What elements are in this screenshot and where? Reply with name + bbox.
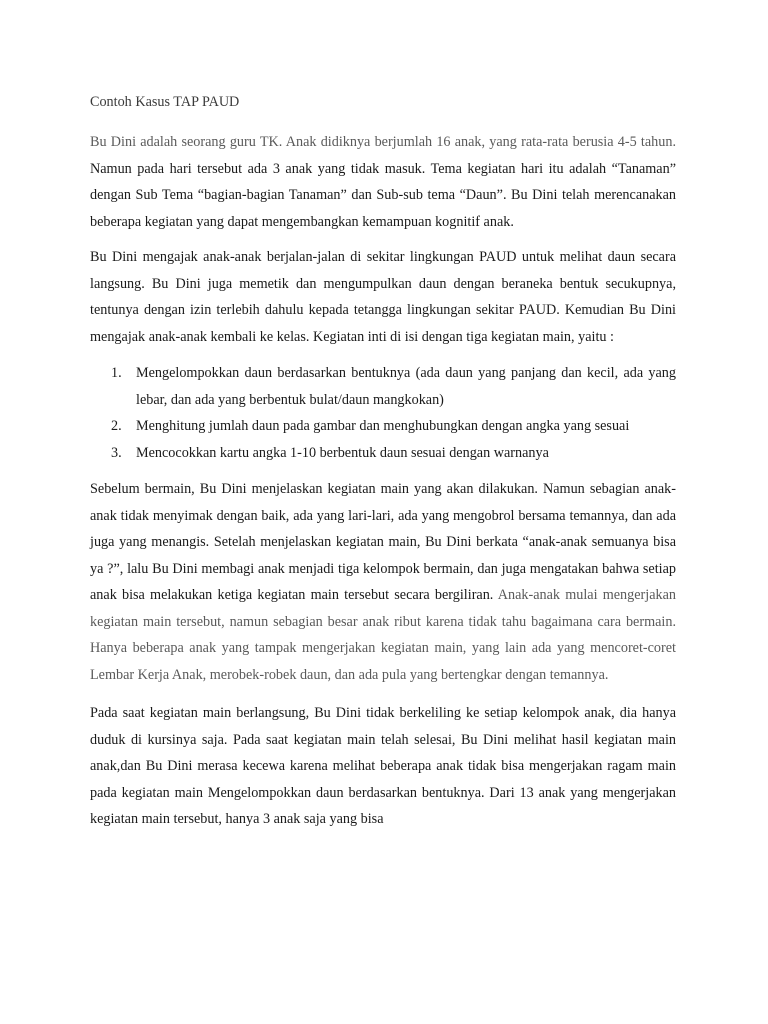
paragraph-play-grey-text: Anak-anak mulai mengerjakan kegiatan main tersebut, namun sebagian besar anak ribut karena tidak tahu bagaimana cara bermain. Hanya beberapa anak yang tampak mengerjakan kegiatan main, yang lain ada yang mencoret-coret Lembar Kerja Anak, merobek-robek daun, dan ada pula yang bertengkar dengan temannya. bbox=[90, 587, 676, 683]
paragraph-play-text: Sebelum bermain, Bu Dini menjelaskan kegiatan main yang akan dilakukan. Namun sebagian anak-anak tidak menyimak dengan baik, ada yang lari-lari, ada yang mengobrol bersama temannya, dan ada juga yang menangis. Setelah menjelaskan kegiatan main, Bu Dini berkata “anak-anak semuanya bisa ya ?”, lalu Bu Dini membagi anak menjadi tiga kelompok bermain, dan juga mengatakan bahwa setiap anak bisa melakukan ketiga kegiatan main tersebut secara bergiliran. bbox=[90, 481, 676, 603]
paragraph-evaluation: Pada saat kegiatan main berlangsung, Bu Dini tidak berkeliling ke setiap kelompok anak, dia hanya duduk di kursinya saja. Pada saat kegiatan main telah selesai, Bu Dini melihat hasil kegiatan main anak,dan Bu Dini merasa kecewa karena melihat beberapa anak tidak bisa mengerjakan ragam main pada kegiatan main Mengelompokkan daun berdasarkan bentuknya. Dari 13 anak yang mengerjakan kegiatan main tersebut, hanya 3 anak saja yang bisa bbox=[90, 705, 676, 827]
paragraph-intro bbox=[90, 129, 676, 235]
paragraph-intro-grey-text: Bu Dini adalah seorang guru TK. Anak didiknya berjumlah 16 anak, yang rata-rata berusia 4-5 tahun. bbox=[90, 134, 676, 150]
list-item bbox=[90, 360, 676, 413]
list-item-number: 3. bbox=[111, 444, 122, 461]
list-item-number: 1. bbox=[111, 365, 122, 381]
list-item-number: 2. bbox=[111, 418, 122, 434]
paragraph-intro-text: Namun pada hari tersebut ada 3 anak yang tidak masuk. Tema kegiatan hari itu adalah “Tanaman” dengan Sub Tema “bagian-bagian Tanaman” dan Sub-sub tema “Daun”. Bu Dini telah merencanakan beberapa kegiatan yang dapat mengembangkan kemampuan kognitif anak. bbox=[90, 160, 676, 230]
list-item-text: Menghitung jumlah daun pada gambar dan menghubungkan dengan angka yang sesuai bbox=[136, 418, 630, 434]
activity-list bbox=[90, 360, 676, 466]
paragraph-play bbox=[90, 476, 676, 688]
list-item bbox=[90, 440, 676, 467]
document-title: Contoh Kasus TAP PAUD bbox=[90, 94, 240, 110]
document-page bbox=[90, 88, 676, 833]
list-item-text: Mengelompokkan daun berdasarkan bentuknya (ada daun yang panjang dan kecil, ada yang lebar, dan ada yang berbentuk bulat/daun mangkokan) bbox=[136, 365, 676, 408]
list-item bbox=[90, 413, 676, 440]
list-item-text: Mencocokkan kartu angka 1-10 berbentuk daun sesuai dengan warnanya bbox=[136, 444, 549, 461]
paragraph-activity: Bu Dini mengajak anak-anak berjalan-jalan di sekitar lingkungan PAUD untuk melihat daun secara langsung. Bu Dini juga memetik dan mengumpulkan daun dengan beraneka bentuk secukupnya, tentunya dengan izin terlebih dahulu kepada tetangga lingkungan sekitar PAUD. Kemudian Bu Dini mengajak anak-anak kembali ke kelas. Kegiatan inti di isi dengan tiga kegiatan main, yaitu : bbox=[90, 249, 676, 345]
